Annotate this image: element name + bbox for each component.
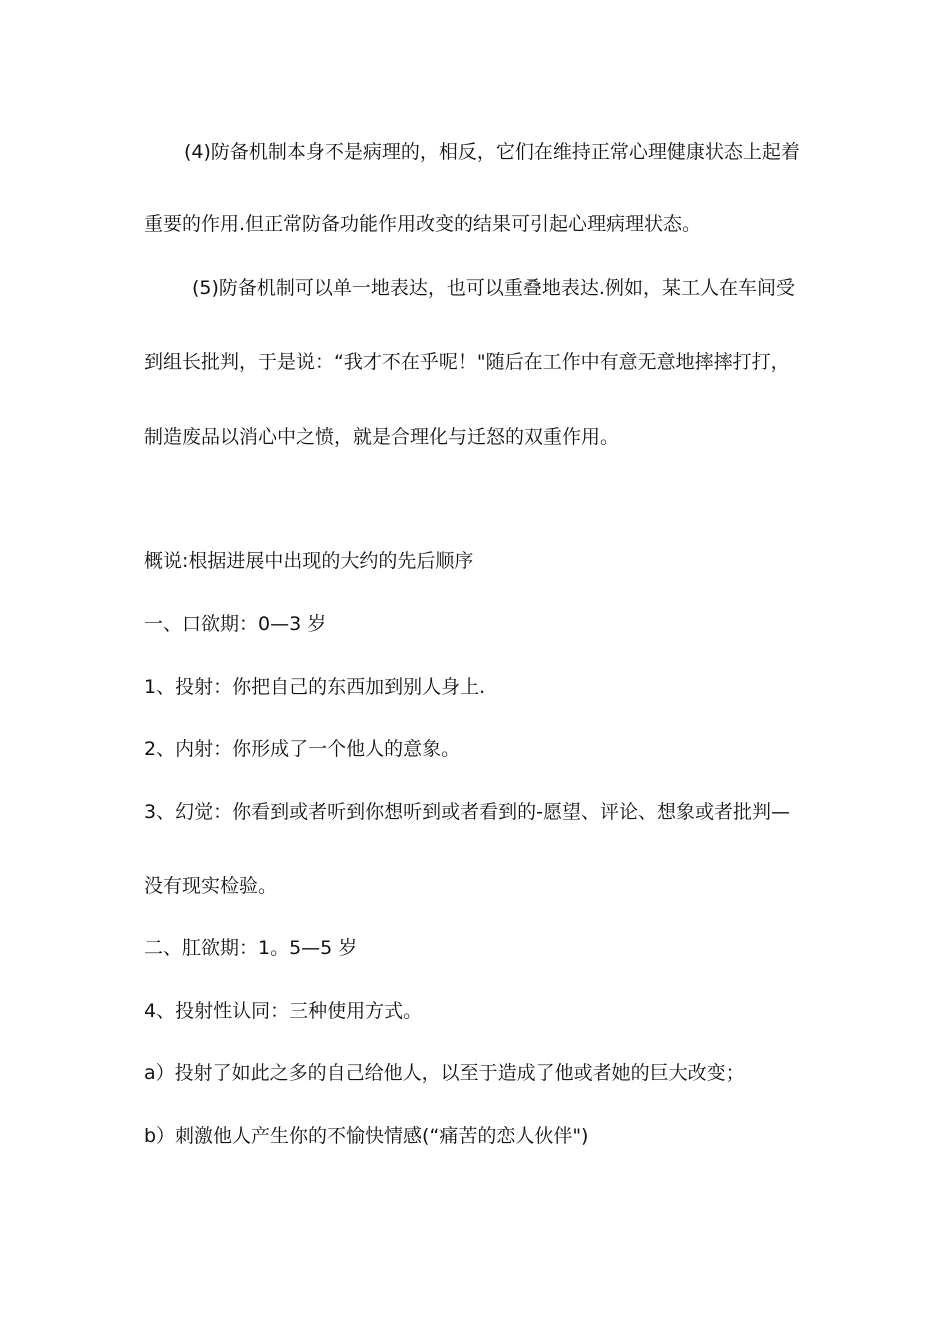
paragraph-4-line-2: 重要的作用.但正常防备功能作用改变的结果可引起心理病理状态。 [144,213,702,235]
item-a: a）投射了如此之多的自己给他人，以至于造成了他或者她的巨大改变； [144,1062,745,1084]
item-1-projection: 1、投射：你把自己的东西加到别人身上. [144,676,486,698]
item-3-hallucination-line-2: 没有现实检验。 [144,875,278,897]
paragraph-5-line-1: (5)防备机制可以单一地表达，也可以重叠地表达.例如，某工人在车间受 [192,277,795,299]
item-b: b）刺激他人产生你的不愉快情感(“痛苦的恋人伙伴") [144,1125,589,1147]
item-4-projective-identification: 4、投射性认同：三种使用方式。 [144,1000,423,1022]
item-3-hallucination-line-1: 3、幻觉：你看到或者听到你想听到或者看到的-愿望、评论、想象或者批判— [144,801,790,823]
paragraph-5-line-2: 到组长批判，于是说：“我才不在乎呢！"随后在工作中有意无意地摔摔打打， [144,351,790,373]
item-2-introjection: 2、内射：你形成了一个他人的意象。 [144,738,461,760]
stage-1-heading: 一、口欲期：0—3 岁 [144,613,327,635]
paragraph-5-line-3: 制造废品以消心中之愤，就是合理化与迁怒的双重作用。 [144,426,620,448]
paragraph-4-line-1: (4)防备机制本身不是病理的，相反，它们在维持正常心理健康状态上起着 [184,141,800,163]
overview-line: 概说:根据进展中出现的大约的先后顺序 [144,550,474,572]
stage-2-heading: 二、肛欲期：1。5—5 岁 [144,937,358,959]
